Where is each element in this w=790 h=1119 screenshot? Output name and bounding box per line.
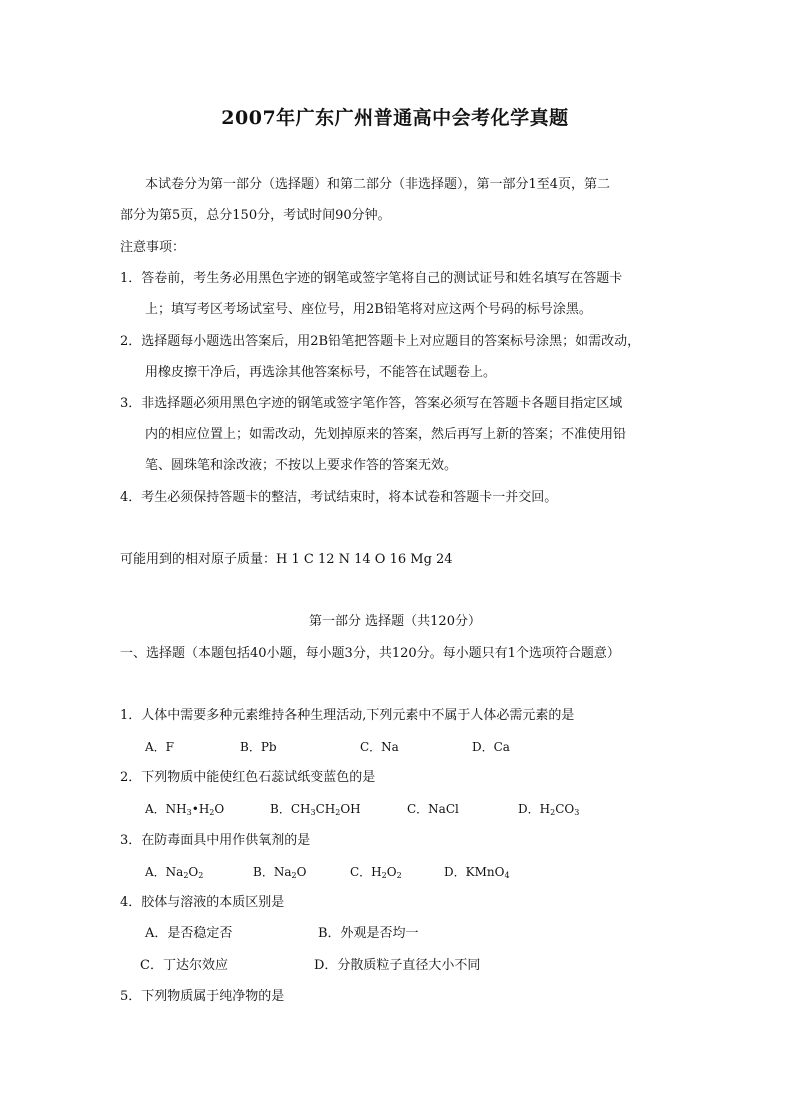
note-4: 4．考生必须保持答题卡的整洁，考试结束时，将本试卷和答题卡一并交回。 [120, 490, 558, 505]
q3-option-a: A．$Na_2O_2$ [145, 865, 204, 880]
q4-option-d: D．分散质粒子直径大小不同 [314, 958, 481, 973]
q2-option-b: B．$CH_3CH_2OH$ [270, 802, 361, 817]
q1-option-b: B．Pb [240, 740, 277, 754]
intro-line-2: 部分为第5页，总分150分，考试时间90分钟。 [120, 208, 391, 223]
q1-stem: 1．人体中需要多种元素维持各种生理活动,下列元素中不属于人体必需元素的是 [120, 708, 575, 723]
note-3-line-2: 内的相应位置上；如需改动，先划掉原来的答案，然后再写上新的答案；不准使用铅 [145, 427, 627, 442]
q2-option-d: D．$H_2CO_3$ [518, 802, 580, 817]
q1-option-d: D．Ca [472, 740, 510, 754]
q3-stem: 3．在防毒面具中用作供氧剂的是 [120, 833, 311, 848]
q2-option-a: A．$NH_3•H_2O$ [145, 802, 225, 817]
note-2-line-2: 用橡皮擦干净后，再选涂其他答案标号，不能答在试题卷上。 [145, 365, 497, 380]
part-1-heading: 第一部分 选择题（共120分） [309, 614, 481, 629]
q4-option-b: B．外观是否均一 [318, 926, 419, 941]
q2-option-c: C．NaCl [407, 802, 459, 816]
note-1-line-1: 1．答卷前，考生务必用黑色字迹的钢笔或签字笔将自己的测试证号和姓名填写在答题卡 [120, 271, 623, 286]
note-1-line-2: 上；填写考区考场试室号、座位号，用2B铅笔将对应这两个号码的标号涂黑。 [145, 302, 592, 317]
q4-option-c: C．丁达尔效应 [140, 958, 228, 973]
intro-line-1: 本试卷分为第一部分（选择题）和第二部分（非选择题），第一部分1至4页，第二 [145, 177, 611, 192]
note-3-line-3: 笔、圆珠笔和涂改液；不按以上要求作答的答案无效。 [145, 458, 458, 473]
q4-option-a: A．是否稳定否 [145, 926, 233, 941]
q4-stem: 4．胶体与溶液的本质区别是 [120, 895, 285, 910]
q3-option-b: B．$Na_2O$ [253, 865, 307, 880]
atomic-masses: 可能用到的相对原子质量：H 1 C 12 N 14 O 16 Mg 24 [120, 552, 453, 567]
q1-option-c: C．Na [360, 740, 399, 754]
section-1-heading: 一、选择题（本题包括40小题，每小题3分，共120分。每小题只有1个选项符合题意） [120, 646, 620, 661]
q3-option-d: D．KMnO$_4$ [444, 865, 510, 880]
q1-option-a: A．F [145, 740, 174, 754]
note-2-line-1: 2．选择题每小题选出答案后，用2B铅笔把答题卡上对应题目的答案标号涂黑；如需改动， [120, 334, 641, 349]
q3-option-c: C．$H_2O_2$ [350, 865, 402, 880]
page-title: 2007年广东广州普通高中会考化学真题 [221, 107, 569, 129]
note-3-line-1: 3．非选择题必须用黑色字迹的钢笔或签字笔作答，答案必须写在答题卡各题目指定区域 [120, 396, 623, 411]
q5-stem: 5．下列物质属于纯净物的是 [120, 989, 285, 1004]
notes-heading: 注意事项： [120, 240, 186, 255]
q2-stem: 2．下列物质中能使红色石蕊试纸变蓝色的是 [120, 770, 376, 785]
